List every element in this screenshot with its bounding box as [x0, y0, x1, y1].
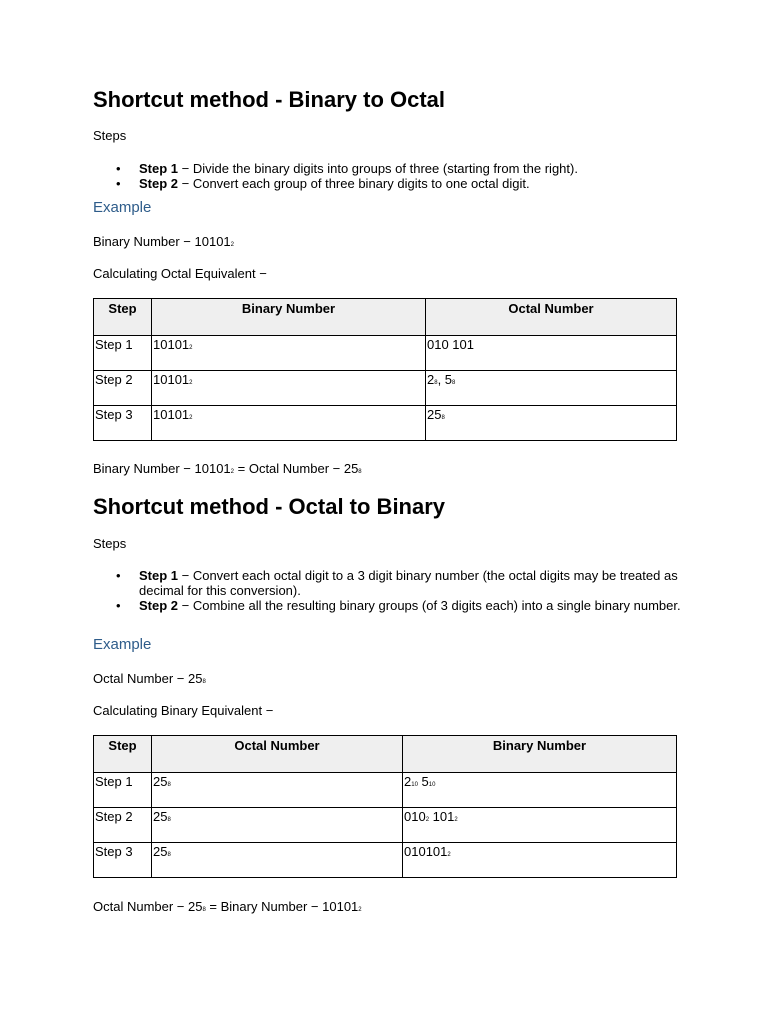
cell-octal: 28, 58	[426, 371, 677, 406]
cell-step: Step 2	[94, 371, 152, 406]
table-row	[94, 406, 677, 441]
section2-step1-item: • Step 1 − Convert each octal digit to a 3 digit binary number (the octal digits may be treated as decimal for this conversion).	[93, 568, 683, 598]
header-step: Step	[94, 299, 152, 336]
section2-steps-list	[93, 568, 683, 613]
table-row	[94, 773, 677, 808]
header-octal: Octal Number	[426, 299, 677, 336]
header-step: Step	[94, 736, 152, 773]
table-row	[94, 336, 677, 371]
section2-step2-item: • Step 2 − Combine all the resulting binary groups (of 3 digits each) into a single binary number.	[93, 598, 683, 613]
cell-octal: 258	[152, 773, 403, 808]
cell-binary: 101012	[152, 371, 426, 406]
section1-result-line: Binary Number − 101012 = Octal Number − 258	[93, 461, 362, 476]
table-header-row	[94, 736, 677, 773]
section1-step1-item: • Step 1 − Divide the binary digits into groups of three (starting from the right).	[93, 161, 683, 176]
cell-step: Step 2	[94, 808, 152, 843]
cell-binary: 210 510	[403, 773, 677, 808]
cell-step: Step 3	[94, 843, 152, 878]
cell-octal: 010 101	[426, 336, 677, 371]
header-binary: Binary Number	[152, 299, 426, 336]
table-header-row	[94, 299, 677, 336]
section1-binary-number-line: Binary Number − 101012	[93, 234, 235, 249]
table-row	[94, 371, 677, 406]
cell-octal: 258	[152, 808, 403, 843]
cell-binary: 101012	[152, 336, 426, 371]
cell-binary: 0101012	[403, 843, 677, 878]
section2-result-line: Octal Number − 258 = Binary Number − 101012	[93, 899, 362, 914]
section2-octal-number-line: Octal Number − 258	[93, 671, 206, 686]
section1-step2-item: • Step 2 − Convert each group of three binary digits to one octal digit.	[93, 176, 683, 191]
section1-example-heading: Example	[93, 199, 152, 216]
header-octal: Octal Number	[152, 736, 403, 773]
section2-example-heading: Example	[93, 636, 152, 653]
section1-title: Shortcut method - Binary to Octal	[93, 87, 446, 112]
cell-step: Step 1	[94, 336, 152, 371]
table-row	[94, 843, 677, 878]
cell-octal: 258	[152, 843, 403, 878]
section2-title: Shortcut method - Octal to Binary	[93, 494, 446, 519]
section1-steps-label: Steps	[93, 128, 127, 143]
section2-steps-label: Steps	[93, 536, 127, 551]
section2-calc-label: Calculating Binary Equivalent −	[93, 703, 274, 718]
cell-binary: 101012	[152, 406, 426, 441]
section2-table	[93, 735, 677, 878]
cell-binary: 0102 1012	[403, 808, 677, 843]
section1-steps-list	[93, 161, 683, 191]
section1-table	[93, 298, 677, 441]
cell-step: Step 1	[94, 773, 152, 808]
table-row	[94, 808, 677, 843]
header-binary: Binary Number	[403, 736, 677, 773]
cell-octal: 258	[426, 406, 677, 441]
cell-step: Step 3	[94, 406, 152, 441]
section1-calc-label: Calculating Octal Equivalent −	[93, 266, 267, 281]
